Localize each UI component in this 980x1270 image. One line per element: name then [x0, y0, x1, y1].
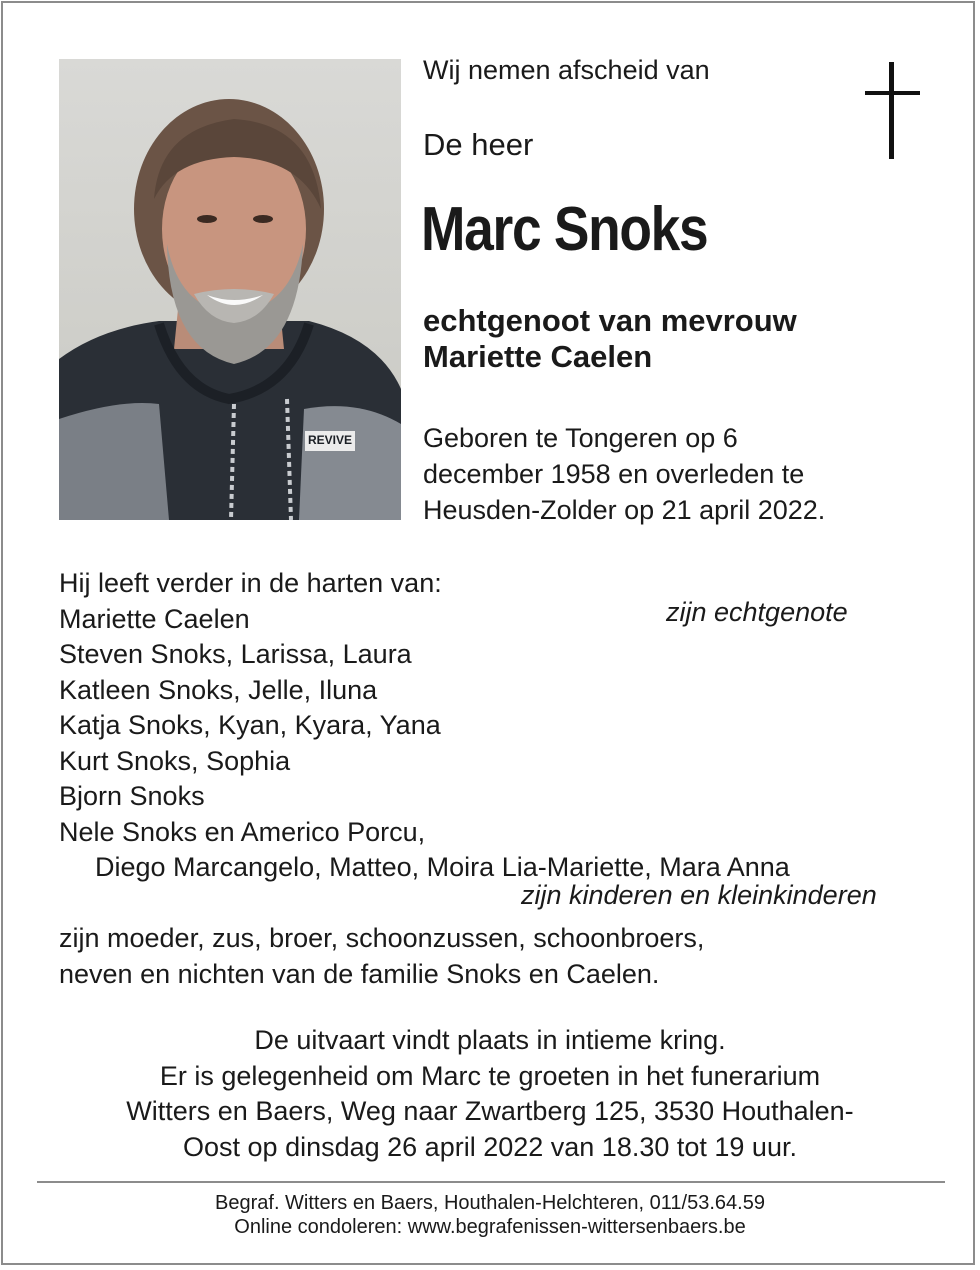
shirt-logo-text: REVIVE: [308, 433, 353, 447]
undertaker-info: Begraf. Witters en Baers, Houthalen-Helchteren, 011/53.64.59: [215, 1192, 765, 1214]
mourner-line: Kurt Snoks, Sophia: [59, 745, 291, 776]
funeral-info: [0, 1023, 980, 1165]
spouse-line: Mariette Caelen: [423, 339, 653, 374]
condolence-link[interactable]: Online condoleren: www.begrafenissen-wittersenbaers.be: [234, 1216, 746, 1238]
birth-line: Geboren te Tongeren op 6: [423, 423, 738, 453]
birth-line: december 1958 en overleden te: [423, 459, 805, 489]
role-children: zijn kinderen en kleinkinderen: [521, 880, 877, 910]
mourner-line: neven en nichten van de familie Snoks en Caelen.: [59, 958, 660, 989]
birth-death-info: [423, 420, 825, 528]
mourner-line: Steven Snoks, Larissa, Laura: [59, 639, 412, 669]
mourners-heading: Hij leeft verder in de harten van:: [59, 568, 442, 598]
birth-line: Heusden-Zolder op 21 april 2022.: [423, 495, 826, 525]
role-spouse: zijn echtgenote: [666, 597, 848, 627]
funeral-line: De uitvaart vindt plaats in intieme kring.: [254, 1025, 726, 1055]
mourner-line: Katleen Snoks, Jelle, Iluna: [59, 674, 378, 705]
mourner-line: Katja Snoks, Kyan, Kyara, Yana: [59, 710, 441, 740]
mourner-line: Nele Snoks en Americo Porcu,: [59, 816, 426, 847]
mourner-line: Bjorn Snoks: [59, 781, 205, 811]
deceased-name: Marc Snoks: [421, 195, 708, 264]
footer-divider: [37, 1181, 945, 1183]
spouse-line: echtgenoot van mevrouw: [423, 303, 797, 338]
spouse-info: [423, 303, 797, 375]
funeral-line: Witters en Baers, Weg naar Zwartberg 125, 3530 Houthalen-: [126, 1096, 854, 1126]
portrait-photo: [59, 59, 401, 520]
funeral-line: Oost op dinsdag 26 april 2022 van 18.30 tot 19 uur.: [183, 1131, 797, 1162]
mourners-list: [59, 566, 790, 992]
footer: [0, 1191, 980, 1239]
cross-icon: [862, 62, 922, 160]
intro-text: Wij nemen afscheid van: [423, 55, 710, 85]
mourner-line: zijn moeder, zus, broer, schoonzussen, schoonbroers,: [59, 923, 705, 953]
mourner-line: Mariette Caelen: [59, 603, 250, 634]
funeral-line: Er is gelegenheid om Marc te groeten in het funerarium: [159, 1060, 821, 1091]
salutation: De heer: [423, 127, 534, 162]
mourner-line: Diego Marcangelo, Matteo, Moira Lia-Mariette, Mara Anna: [95, 852, 790, 882]
